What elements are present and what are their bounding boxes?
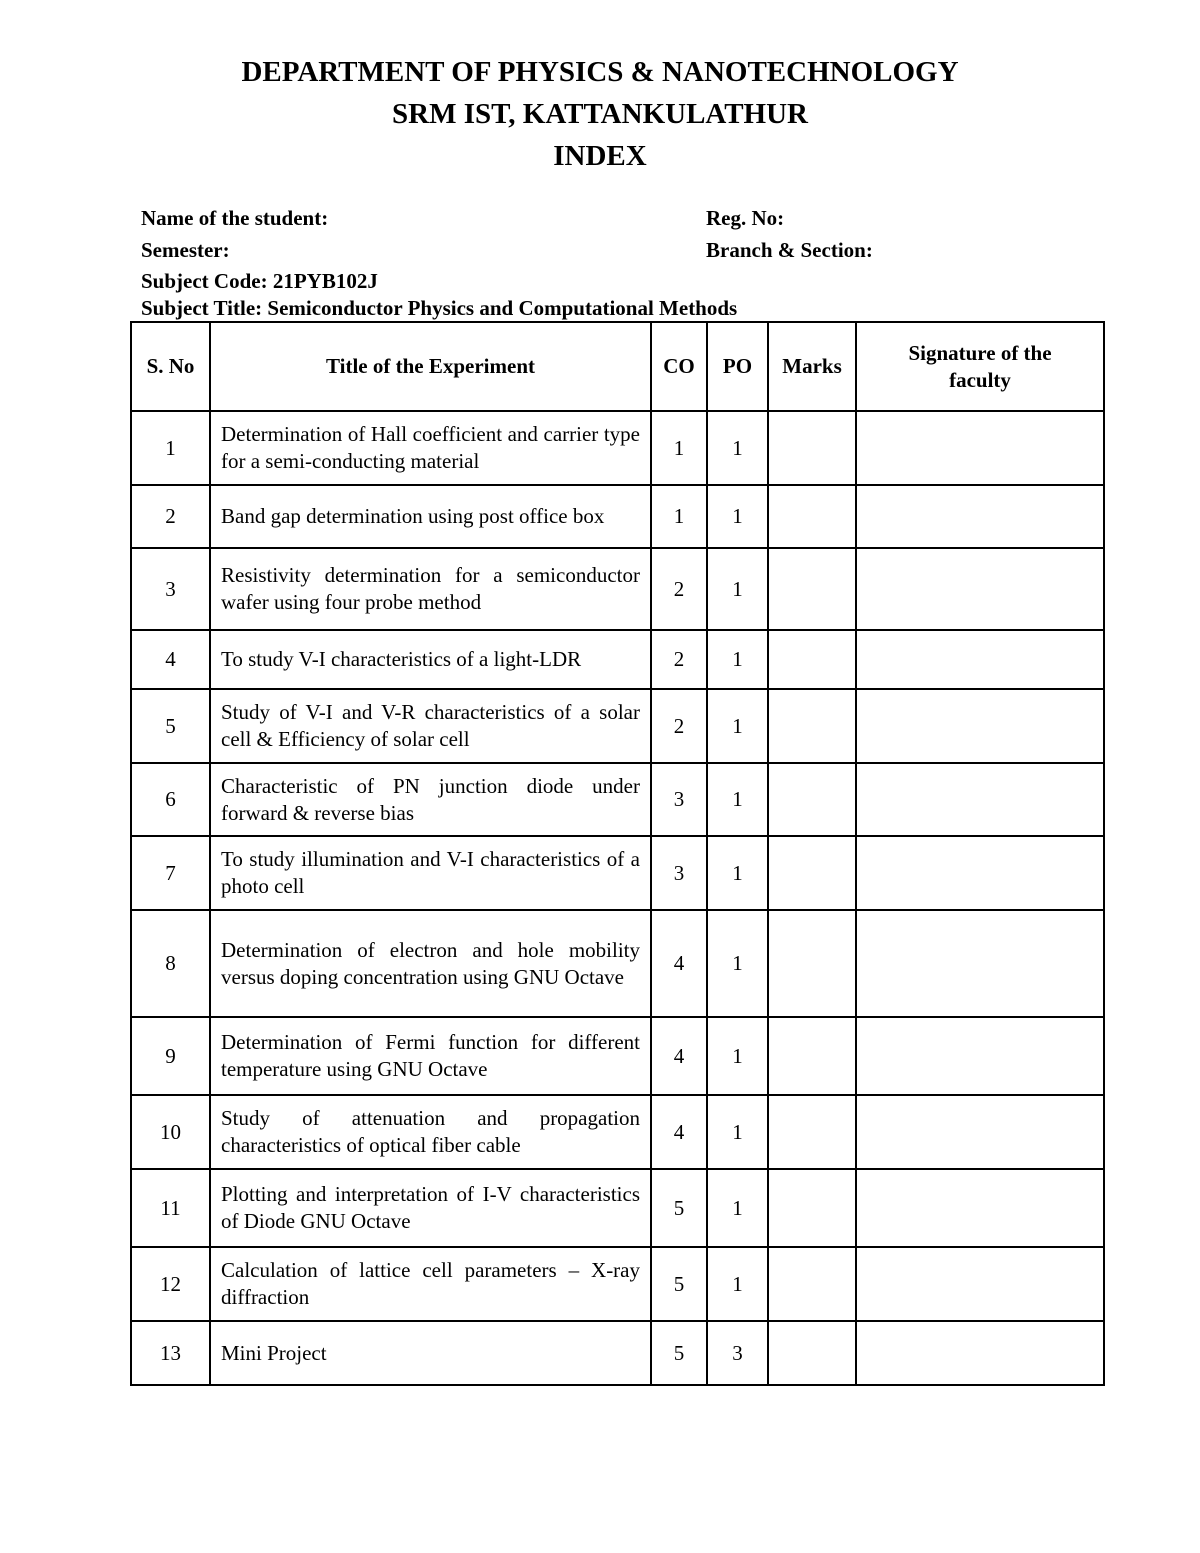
header-signature: Signature of the faculty [856,322,1104,411]
row-signature [856,1169,1104,1247]
row-po: 1 [707,630,768,689]
header-po: PO [707,322,768,411]
row-po: 1 [707,411,768,485]
row-title: Resistivity determination for a semiconductor wafer using four probe method [210,548,651,630]
branch-section-label: Branch & Section: [706,238,873,262]
row-signature [856,1247,1104,1321]
row-sno: 6 [131,763,210,836]
row-title: Determination of Hall coefficient and carrier type for a semi-conducting material [210,411,651,485]
row-title: Study of V-I and V-R characteristics of a solar cell & Efficiency of solar cell [210,689,651,763]
row-signature [856,630,1104,689]
row-title: Band gap determination using post office box [210,485,651,548]
row-signature [856,910,1104,1017]
row-title: Determination of Fermi function for different temperature using GNU Octave [210,1017,651,1095]
header-title: Title of the Experiment [210,322,651,411]
row-marks [768,411,856,485]
row-title: To study V-I characteristics of a light-LDR [210,630,651,689]
row-title: Calculation of lattice cell parameters – X-ray diffraction [210,1247,651,1321]
row-sno: 10 [131,1095,210,1169]
row-sno: 7 [131,836,210,910]
row-sno: 2 [131,485,210,548]
row-marks [768,630,856,689]
row-marks [768,763,856,836]
row-co: 2 [651,630,707,689]
row-marks [768,1321,856,1385]
table-row [131,910,1104,1017]
row-marks [768,485,856,548]
row-marks [768,1169,856,1247]
row-co: 3 [651,836,707,910]
table-row [131,1321,1104,1385]
index-table [130,321,1105,1386]
row-sno: 4 [131,630,210,689]
table-row [131,630,1104,689]
table-row [131,836,1104,910]
table-row [131,1095,1104,1169]
row-signature [856,689,1104,763]
row-signature [856,411,1104,485]
row-title: Determination of electron and hole mobility versus doping concentration using GNU Octave [210,910,651,1017]
row-marks [768,1247,856,1321]
row-po: 1 [707,910,768,1017]
student-name-label: Name of the student: [141,206,329,230]
row-marks [768,1095,856,1169]
table-header-row [131,322,1104,411]
index-title: INDEX [553,140,647,172]
table-row [131,548,1104,630]
row-title: Study of attenuation and propagation characteristics of optical fiber cable [210,1095,651,1169]
row-signature [856,1017,1104,1095]
row-co: 5 [651,1247,707,1321]
row-signature [856,1321,1104,1385]
row-po: 1 [707,1095,768,1169]
row-co: 4 [651,910,707,1017]
row-co: 5 [651,1321,707,1385]
row-po: 1 [707,763,768,836]
department-heading: DEPARTMENT OF PHYSICS & NANOTECHNOLOGY [241,56,959,88]
row-po: 1 [707,689,768,763]
header-sno: S. No [131,322,210,411]
row-co: 1 [651,411,707,485]
row-sno: 1 [131,411,210,485]
row-po: 1 [707,548,768,630]
row-signature [856,485,1104,548]
row-co: 4 [651,1017,707,1095]
row-marks [768,910,856,1017]
header-marks: Marks [768,322,856,411]
row-sno: 12 [131,1247,210,1321]
row-title: To study illumination and V-I characteristics of a photo cell [210,836,651,910]
row-po: 3 [707,1321,768,1385]
row-title: Plotting and interpretation of I-V characteristics of Diode GNU Octave [210,1169,651,1247]
row-signature [856,548,1104,630]
row-co: 5 [651,1169,707,1247]
row-sno: 8 [131,910,210,1017]
row-po: 1 [707,1169,768,1247]
row-co: 2 [651,548,707,630]
row-sno: 3 [131,548,210,630]
row-title: Mini Project [210,1321,651,1385]
row-title: Characteristic of PN junction diode under forward & reverse bias [210,763,651,836]
table-row [131,1247,1104,1321]
row-co: 4 [651,1095,707,1169]
table-row [131,763,1104,836]
row-sno: 5 [131,689,210,763]
row-signature [856,1095,1104,1169]
row-co: 3 [651,763,707,836]
row-sno: 11 [131,1169,210,1247]
table-row [131,411,1104,485]
subject-code: Subject Code: 21PYB102J [141,269,378,293]
table-row [131,485,1104,548]
row-sno: 13 [131,1321,210,1385]
row-po: 1 [707,1247,768,1321]
header-co: CO [651,322,707,411]
row-marks [768,836,856,910]
table-row [131,689,1104,763]
reg-no-label: Reg. No: [706,206,785,230]
row-marks [768,548,856,630]
row-co: 2 [651,689,707,763]
row-signature [856,836,1104,910]
semester-label: Semester: [141,238,230,262]
table-row [131,1169,1104,1247]
row-po: 1 [707,836,768,910]
row-sno: 9 [131,1017,210,1095]
row-co: 1 [651,485,707,548]
row-marks [768,689,856,763]
row-po: 1 [707,1017,768,1095]
row-marks [768,1017,856,1095]
institution-heading: SRM IST, KATTANKULATHUR [392,98,808,130]
table-row [131,1017,1104,1095]
row-signature [856,763,1104,836]
row-po: 1 [707,485,768,548]
subject-title: Subject Title: Semiconductor Physics and Computational Methods [141,296,738,320]
